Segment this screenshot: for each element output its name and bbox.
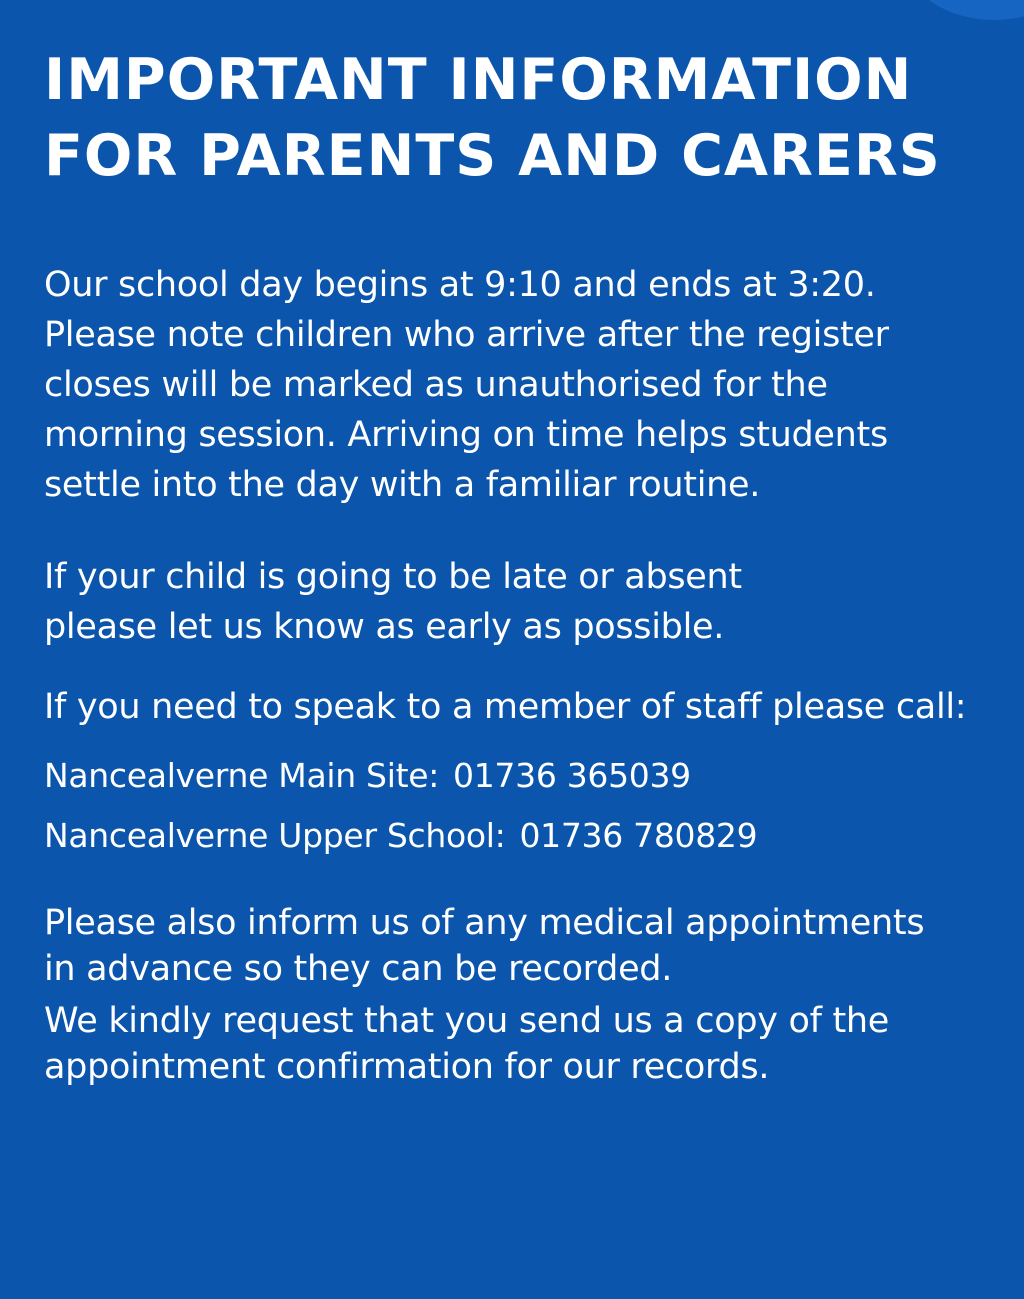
text-line: If your child is going to be late or absent bbox=[44, 557, 742, 597]
text-line: We kindly request that you send us a copy of the bbox=[44, 1001, 889, 1041]
text-line: settle into the day with a familiar routine. bbox=[44, 465, 761, 505]
corner-decoration bbox=[904, 0, 1024, 20]
contact-list bbox=[44, 746, 994, 866]
medical-appointments-paragraph bbox=[44, 900, 994, 992]
confirmation-request-paragraph bbox=[44, 998, 994, 1090]
school-day-paragraph bbox=[44, 260, 994, 510]
contact-phone-number: 01736 780829 bbox=[519, 816, 758, 855]
notice-sign bbox=[44, 42, 994, 1090]
text-line: appointment confirmation for our records. bbox=[44, 1047, 770, 1087]
notice-title bbox=[44, 42, 994, 194]
text-line: morning session. Arriving on time helps students bbox=[44, 415, 888, 455]
text-line: in advance so they can be recorded. bbox=[44, 949, 673, 989]
title-line-1: IMPORTANT INFORMATION bbox=[44, 47, 913, 113]
title-line-2: FOR PARENTS AND CARERS bbox=[44, 123, 941, 189]
absence-paragraph bbox=[44, 552, 994, 652]
contact-main-site bbox=[44, 746, 994, 806]
contact-phone-number: 01736 365039 bbox=[453, 756, 691, 795]
text-line: Our school day begins at 9:10 and ends at 3:20. bbox=[44, 265, 876, 305]
text-line: If you need to speak to a member of staff please call: bbox=[44, 687, 967, 727]
text-line: Please note children who arrive after the register bbox=[44, 315, 889, 355]
text-line: please let us know as early as possible. bbox=[44, 607, 725, 647]
contact-intro bbox=[44, 682, 994, 732]
text-line: closes will be marked as unauthorised for the bbox=[44, 365, 828, 405]
contact-upper-school bbox=[44, 806, 994, 866]
text-line: Please also inform us of any medical appointments bbox=[44, 903, 925, 943]
contact-site-name: Nancealverne Main Site: bbox=[44, 756, 440, 795]
contact-site-name: Nancealverne Upper School: bbox=[44, 816, 506, 855]
